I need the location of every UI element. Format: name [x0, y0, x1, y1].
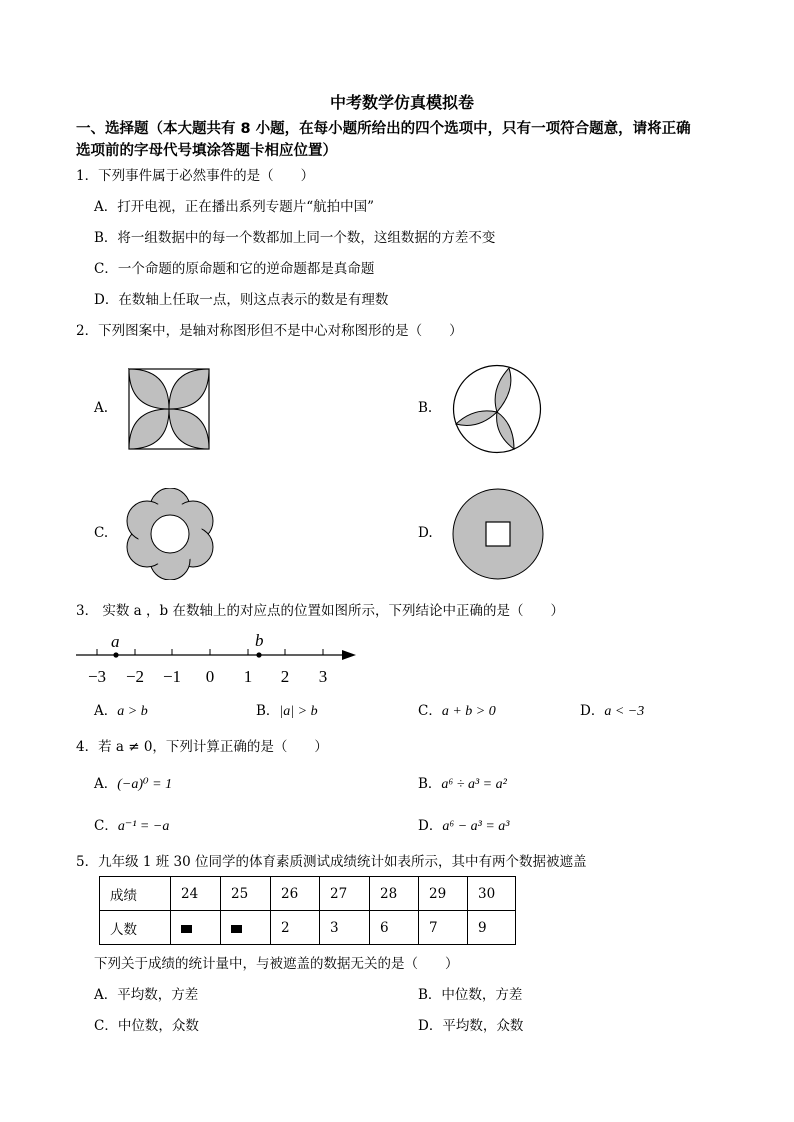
table-cell: 6: [370, 911, 419, 945]
table-cell-covered: [221, 911, 271, 945]
q2-label-a: A.: [94, 400, 109, 416]
table-cell: 28: [370, 877, 419, 911]
page-title: 中考数学仿真模拟卷: [330, 93, 475, 112]
score-table: [99, 876, 516, 945]
table-cell: 24: [171, 877, 221, 911]
q2-label-b: B.: [418, 400, 433, 416]
q5-substem: 下列关于成绩的统计量中，与被遮盖的数据无关的是（ ）: [94, 956, 459, 972]
number-line-tick: 1: [243, 667, 253, 686]
table-cell: 29: [419, 877, 468, 911]
section-heading-line1: 一、选择题（本大题共有 8 小题，在每小题所给出的四个选项中，只有一项符合题意，请将正确: [76, 121, 691, 137]
number-line-tick: −1: [162, 667, 182, 686]
q3-option-a: A．a > b: [94, 703, 148, 719]
q1-option-c: C．一个命题的原命题和它的逆命题都是真命题: [94, 261, 375, 277]
q4-option-d: D．a⁶ − a³ = a³: [418, 818, 510, 834]
figure-c-flower-ring: [124, 488, 216, 580]
q1-option-b: B．将一组数据中的每一个数都加上同一个数，这组数据的方差不变: [94, 230, 496, 246]
table-row-scores: [100, 877, 516, 911]
number-line-tick: −3: [87, 667, 107, 686]
figure-d-coin-square-hole: [452, 488, 544, 580]
cover-block: [231, 925, 242, 933]
table-cell: 9: [468, 911, 516, 945]
number-line-tick: 0: [205, 667, 215, 686]
q4-option-b: B．a⁶ ÷ a³ = a²: [418, 776, 507, 792]
q1-option-a: A．打开电视，正在播出系列专题片“航拍中国”: [94, 199, 375, 215]
table-cell: 26: [271, 877, 320, 911]
table-cell-covered: [171, 911, 221, 945]
q5-option-a: A．平均数，方差: [94, 987, 199, 1003]
q3-option-c: C．a + b > 0: [418, 703, 496, 719]
table-cell: 7: [419, 911, 468, 945]
q4-option-a: A．(−a)⁰ = 1: [94, 776, 173, 792]
q5-option-c: C．中位数，众数: [94, 1018, 199, 1034]
q4-stem: 4．若 a ≠ 0，下列计算正确的是（ ）: [76, 739, 328, 755]
q1-stem: 1．下列事件属于必然事件的是（ ）: [76, 168, 315, 184]
q4-option-c: C．a⁻¹ = −a: [94, 818, 170, 834]
q2-label-c: C.: [94, 525, 109, 541]
q5-option-d: D．平均数，众数: [418, 1018, 524, 1034]
q5-option-b: B．中位数，方差: [418, 987, 523, 1003]
figure-b-circle-three-petals: [452, 364, 542, 454]
number-line-point-b: b: [255, 631, 264, 650]
table-cell: 25: [221, 877, 271, 911]
table-row-counts: [100, 911, 516, 945]
table-cell: 3: [320, 911, 370, 945]
number-line: [74, 628, 358, 690]
number-line-tick: 2: [280, 667, 290, 686]
q3-option-b: B．|a| > b: [256, 703, 318, 719]
q3-stem: 3． 实数 a ，b 在数轴上的对应点的位置如图所示，下列结论中正确的是（ ）: [76, 603, 564, 619]
q2-stem: 2．下列图案中，是轴对称图形但不是中心对称图形的是（ ）: [76, 323, 463, 339]
section-heading-line2: 选项前的字母代号填涂答题卡相应位置）: [76, 143, 337, 159]
table-head-count: 人数: [100, 911, 171, 945]
q2-label-d: D.: [418, 525, 433, 541]
table-cell: 27: [320, 877, 370, 911]
table-head-score: 成绩: [100, 877, 171, 911]
table-cell: 2: [271, 911, 320, 945]
table-cell: 30: [468, 877, 516, 911]
number-line-tick: −2: [125, 667, 145, 686]
number-line-point-a: a: [111, 632, 120, 651]
cover-block: [181, 925, 192, 933]
q1-option-d: D．在数轴上任取一点，则这点表示的数是有理数: [94, 292, 389, 308]
q3-option-d: D．a < −3: [580, 703, 645, 719]
number-line-tick: 3: [318, 667, 328, 686]
figure-a-four-petals: [128, 368, 210, 450]
q5-stem: 5．九年级 1 班 30 位同学的体育素质测试成绩统计如表所示，其中有两个数据被遮盖: [76, 854, 587, 870]
